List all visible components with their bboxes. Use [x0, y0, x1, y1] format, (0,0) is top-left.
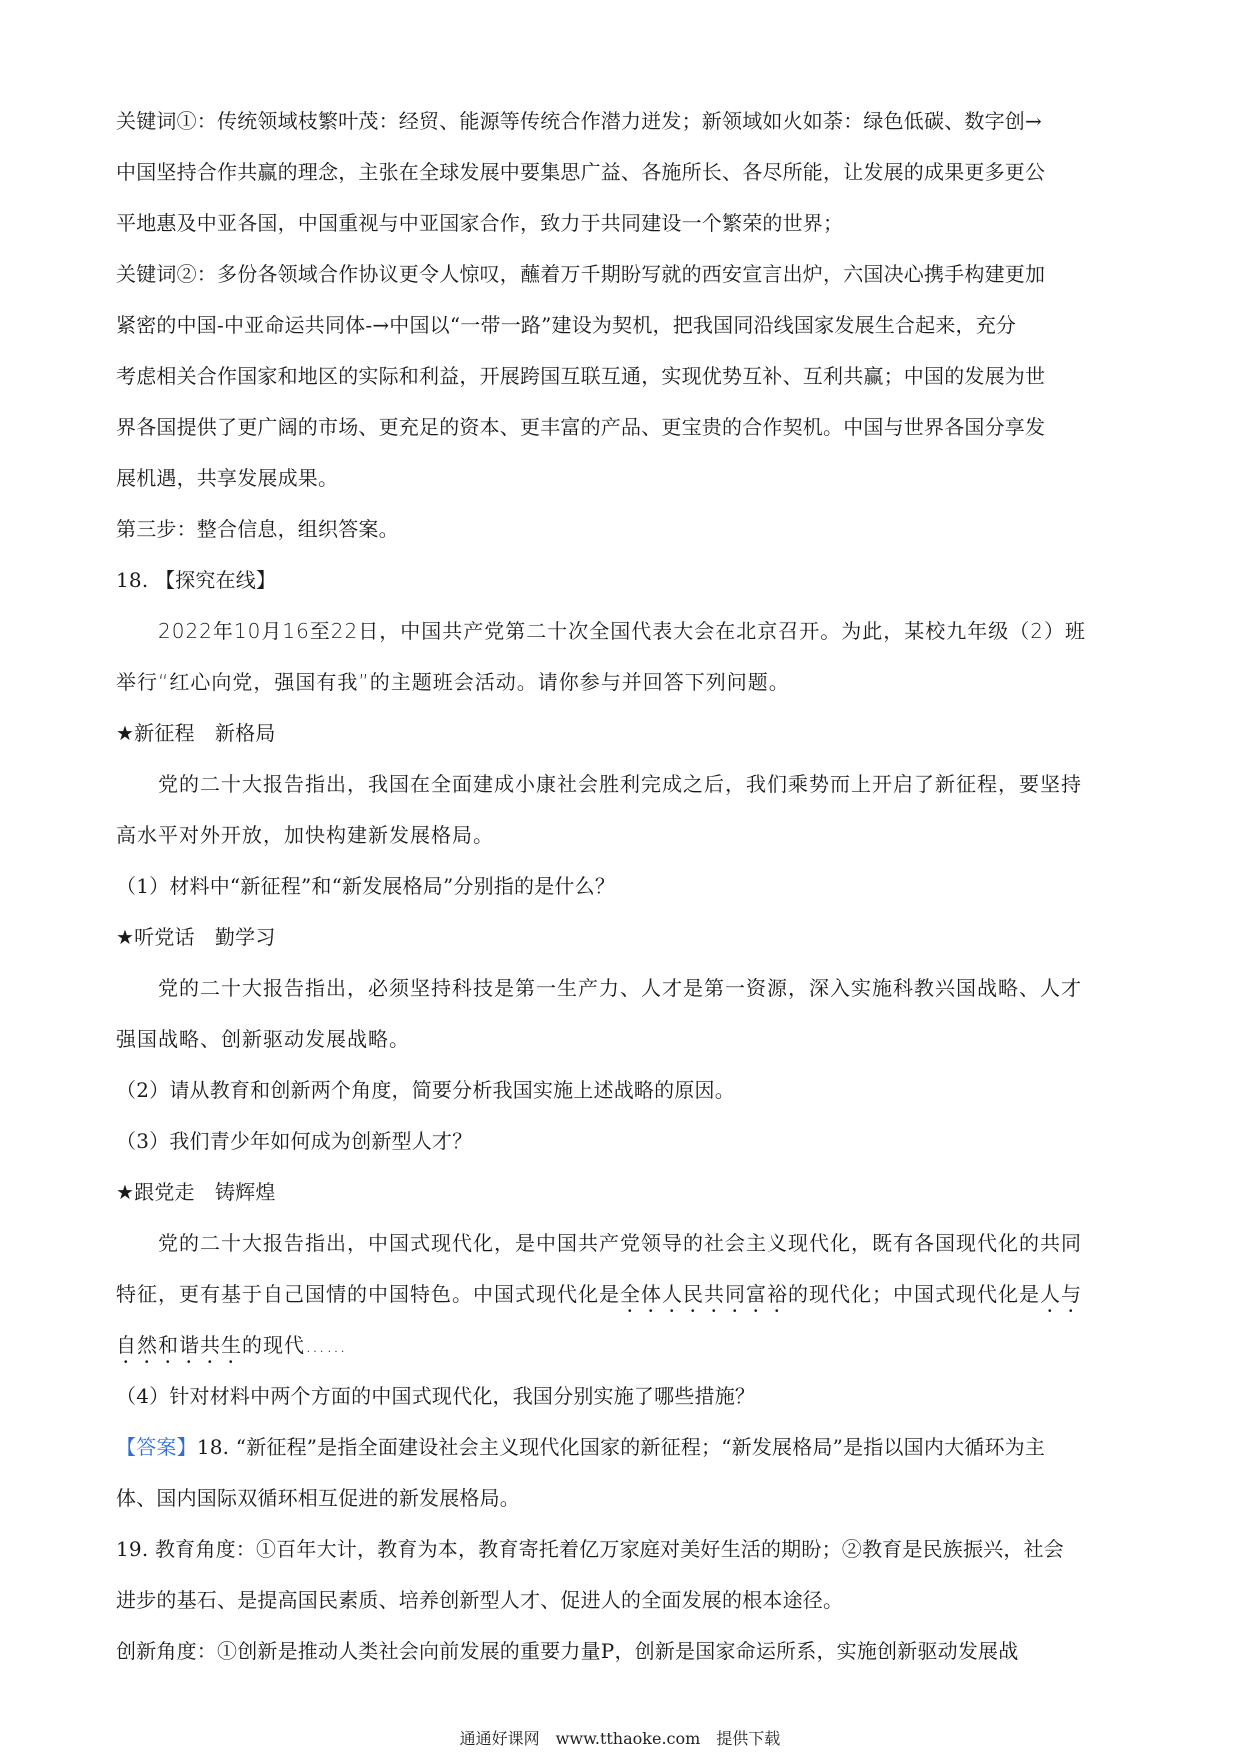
- text-line: 关键词②：多份各领域合作协议更令人惊叹，蘸着万千期盼写就的西安宣言出炉，六国决心携手构建更加: [116, 262, 1046, 286]
- text-line: 展机遇，共享发展成果。: [116, 466, 339, 490]
- section-heading-1: ★新征程 新格局: [116, 721, 276, 745]
- material-3-cont: [116, 1269, 1128, 1320]
- footer-source: 通通好课网 www.tthaoke.com 提供下载: [459, 1729, 781, 1748]
- answer-19-cont: 进步的基石、是提高国民素质、培养创新型人才、促进人的全面发展的根本途径。: [116, 1588, 844, 1612]
- material-3-end: [116, 1320, 1128, 1371]
- answer-19: 19. 教育角度：①百年大计，教育为本，教育寄托着亿万家庭对美好生活的期盼；②教育是民族振兴，社会: [116, 1537, 1064, 1561]
- answer-line: [116, 1422, 1128, 1473]
- material-2: 党的二十大报告指出，必须坚持科技是第一生产力、人才是第一资源，深入实施科教兴国战略、人才: [158, 976, 1082, 1000]
- material-1-cont: 高水平对外开放，加快构建新发展格局。: [116, 823, 494, 847]
- emphasized-text: 人与: [1040, 1282, 1082, 1306]
- text-span: 的现代化；中国式现代化是: [788, 1282, 1040, 1306]
- text-span: 的现代……: [242, 1333, 347, 1357]
- answer-text: 18. “新征程”是指全面建设社会主义现代化国家的新征程；“新发展格局”是指以国内大循环为主: [196, 1435, 1046, 1459]
- material-2-cont: 强国战略、创新驱动发展战略。: [116, 1027, 410, 1051]
- text-line: 考虑相关合作国家和地区的实际和利益，开展跨国互联互通，实现优势互补、互利共赢；中国的发展为世: [116, 364, 1046, 388]
- material-3: 党的二十大报告指出，中国式现代化，是中国共产党领导的社会主义现代化，既有各国现代化的共同: [158, 1231, 1082, 1255]
- answer-19-innovation: 创新角度：①创新是推动人类社会向前发展的重要力量P，创新是国家命运所系，实施创新驱动发展战: [116, 1639, 1019, 1663]
- text-line: 中国坚持合作共赢的理念，主张在全球发展中要集思广益、各施所长、各尽所能，让发展的成果更多更公: [116, 160, 1046, 184]
- text-line: 平地惠及中亚各国，中国重视与中亚国家合作，致力于共同建设一个繁荣的世界；: [116, 211, 844, 235]
- sub-question-1: （1）材料中“新征程”和“新发展格局”分别指的是什么？: [116, 874, 616, 898]
- answer-tag: 【答案】: [116, 1435, 197, 1459]
- sub-question-2: （2）请从教育和创新两个角度，简要分析我国实施上述战略的原因。: [116, 1078, 735, 1102]
- material-intro-cont: 举行“红心向党，强国有我”的主题班会活动。请你参与并回答下列问题。: [116, 670, 790, 694]
- question-18-heading: 18. 【探究在线】: [116, 568, 277, 592]
- step-three: 第三步：整合信息，组织答案。: [116, 517, 399, 541]
- sub-question-4: （4）针对材料中两个方面的中国式现代化，我国分别实施了哪些措施？: [116, 1384, 756, 1408]
- emphasized-text: 自然和谐共生: [116, 1333, 242, 1357]
- material-1: 党的二十大报告指出，我国在全面建成小康社会胜利完成之后，我们乘势而上开启了新征程，要坚持: [158, 772, 1082, 796]
- section-heading-3: ★跟党走 铸辉煌: [116, 1180, 276, 1204]
- material-intro: 2022年10月16至22日，中国共产党第二十次全国代表大会在北京召开。为此，某校九年级（2）班: [158, 619, 1086, 643]
- text-span: 特征，更有基于自己国情的中国特色。中国式现代化是: [116, 1282, 620, 1306]
- text-line: 关键词①：传统领域枝繁叶茂：经贸、能源等传统合作潜力迸发；新领域如火如荼：绿色低碳、数字创→: [116, 109, 1042, 133]
- text-line: 紧密的中国-中亚命运共同体-→中国以“一带一路”建设为契机，把我国同沿线国家发展生合起来，充分: [116, 313, 1017, 337]
- emphasized-text: 全体人民共同富裕: [620, 1282, 788, 1306]
- sub-question-3: （3）我们青少年如何成为创新型人才？: [116, 1129, 473, 1153]
- document-body: [116, 96, 1128, 1677]
- text-line: 界各国提供了更广阔的市场、更充足的资本、更丰富的产品、更宝贵的合作契机。中国与世界各国分享发: [116, 415, 1046, 439]
- section-heading-2: ★听党话 勤学习: [116, 925, 276, 949]
- answer-line-cont: 体、国内国际双循环相互促进的新发展格局。: [116, 1486, 520, 1510]
